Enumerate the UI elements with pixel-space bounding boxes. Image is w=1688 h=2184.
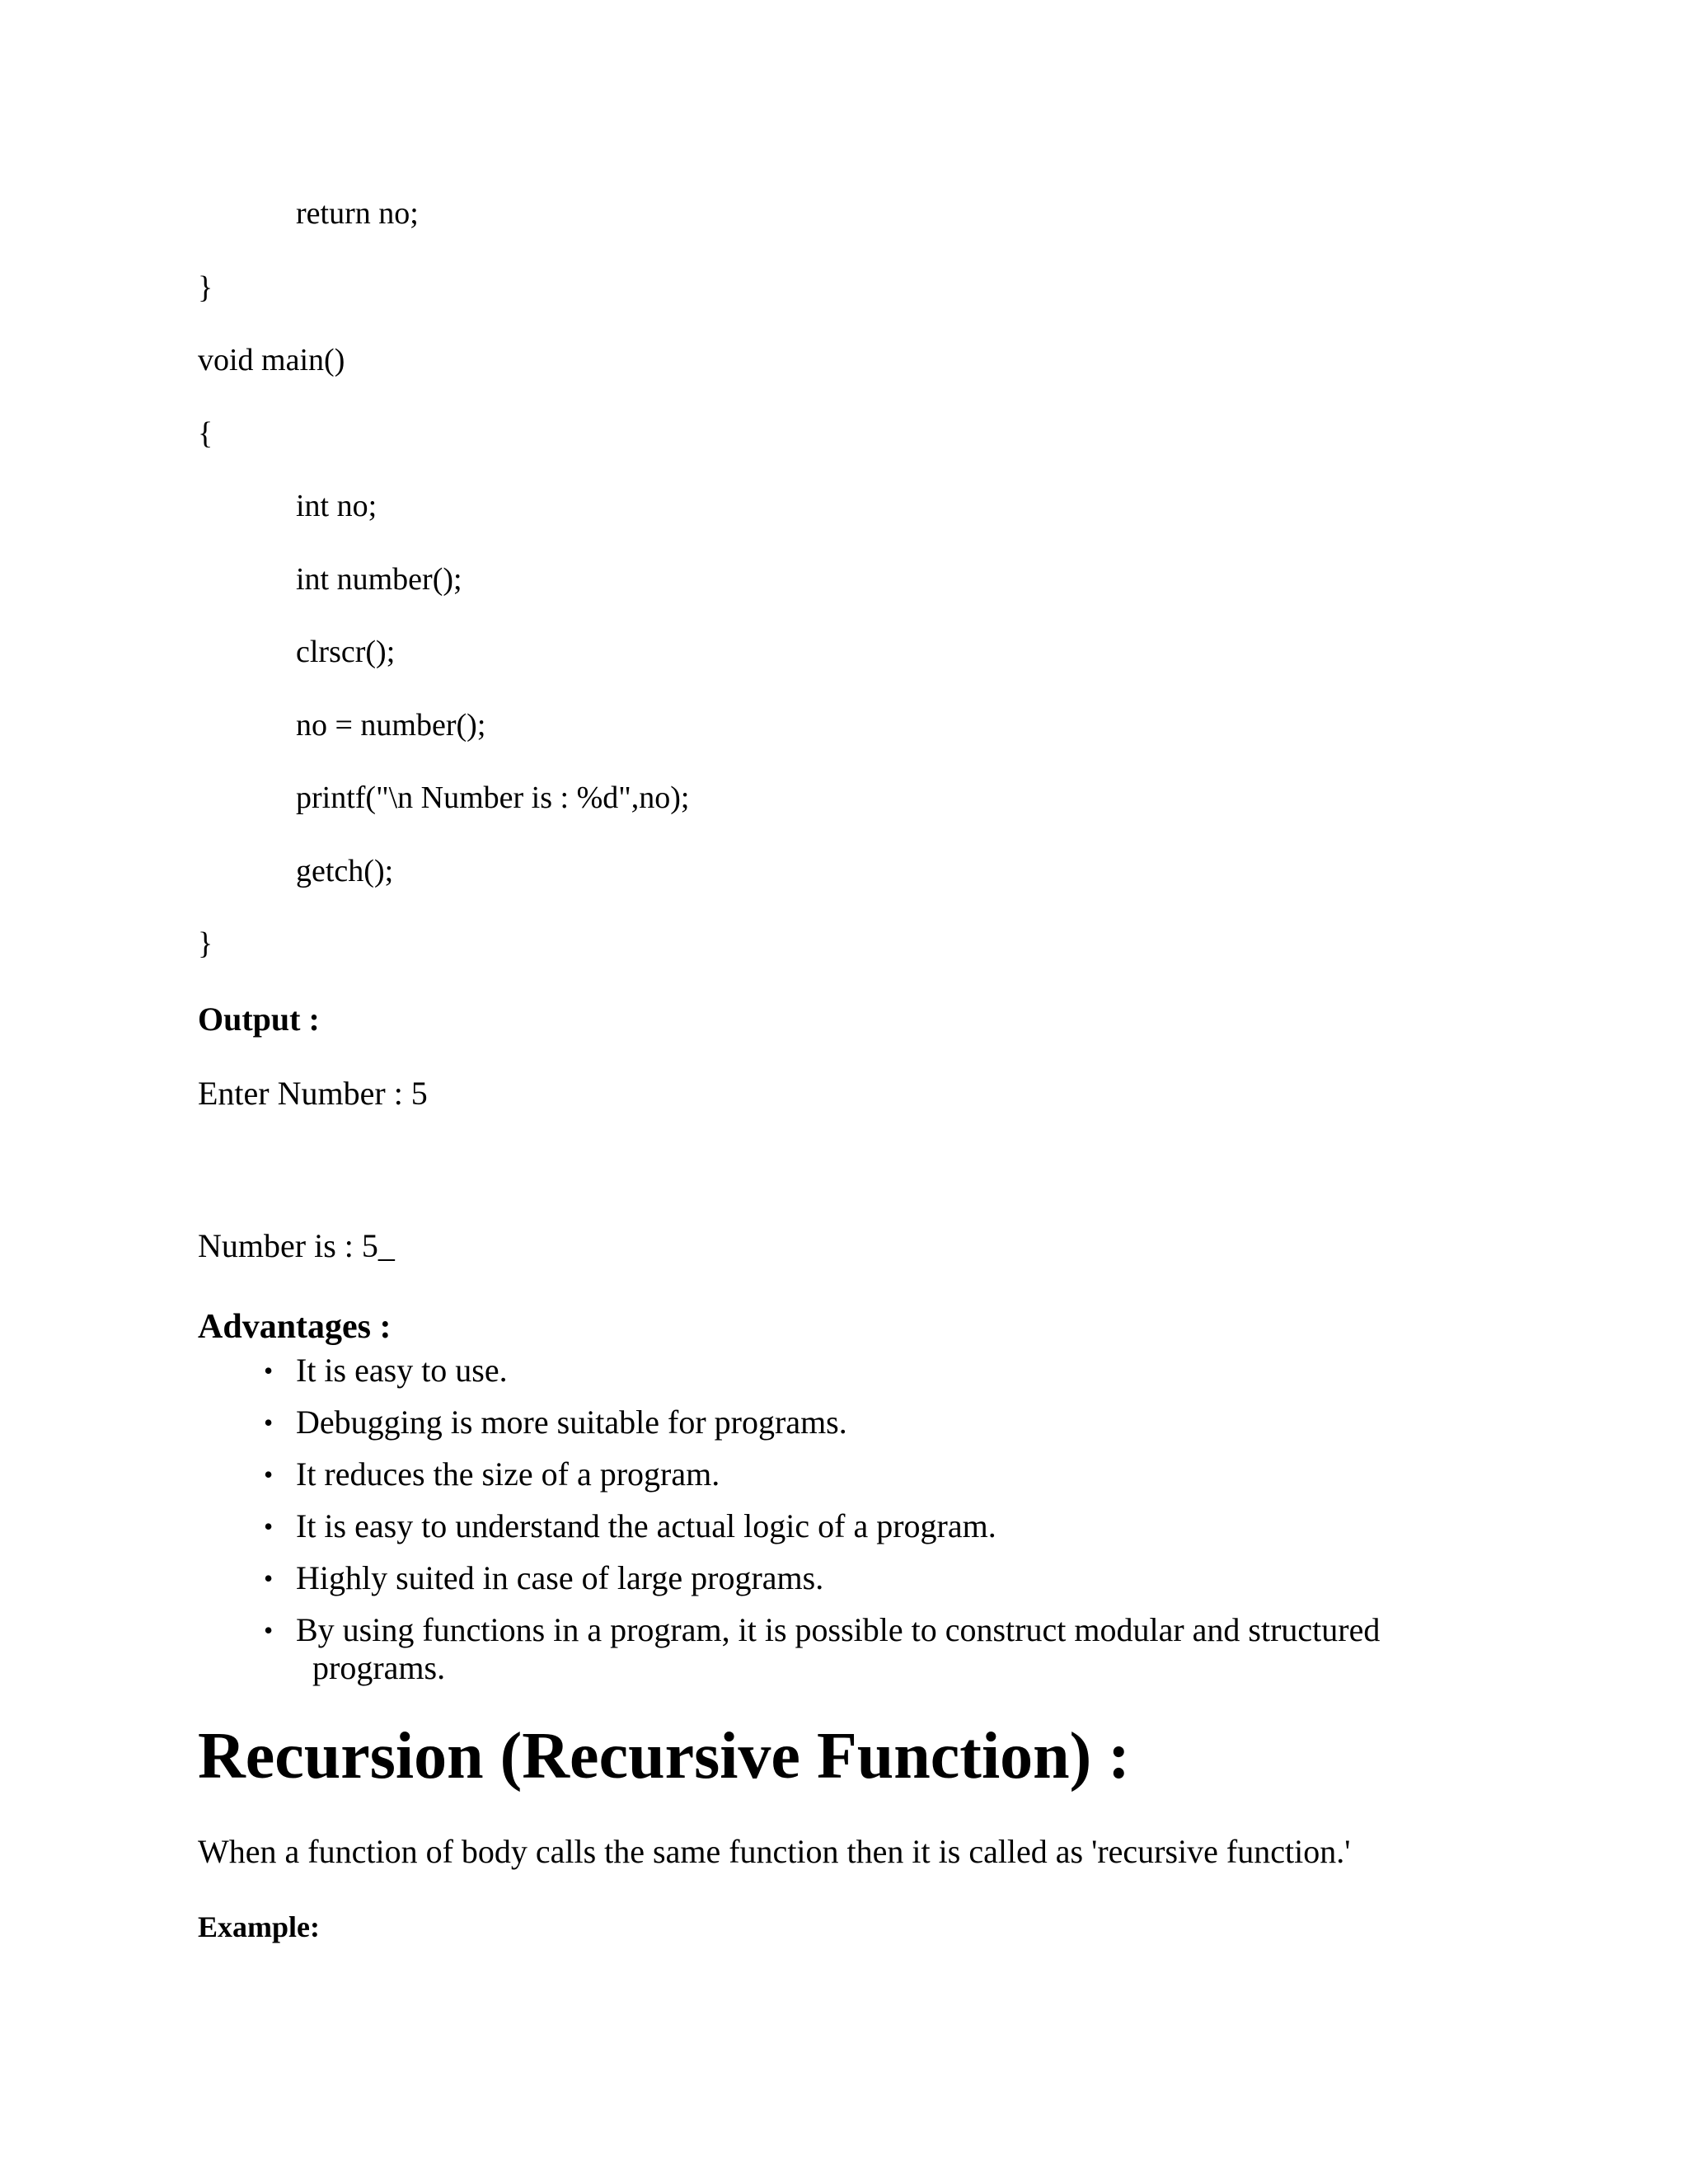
list-item [198,1507,1484,1545]
output-line: Number is : 5_ [198,1227,395,1264]
code-line: printf("\n Number is : %d",no); [296,780,690,815]
code-line: } [198,926,213,961]
output-heading: Output : [198,1001,320,1038]
list-item [198,1352,1484,1390]
output-line: Enter Number : 5 [198,1075,428,1112]
list-item-text: It is easy to understand the actual logic of a program. [296,1507,996,1544]
code-line: void main() [198,343,345,377]
list-item-text: By using functions in a program, it is possible to construct modular and structured [296,1611,1381,1648]
example-label: Example: [198,1910,320,1943]
code-line: { [198,416,213,451]
list-item [198,1404,1484,1441]
list-item-text: It reduces the size of a program. [296,1455,720,1493]
bullet-icon: • [264,1356,274,1385]
code-line: no = number(); [296,708,486,743]
bullet-icon: • [264,1511,274,1541]
list-item [198,1559,1484,1597]
list-item-text: It is easy to use. [296,1352,508,1389]
list-item-text: Highly suited in case of large programs. [296,1559,824,1596]
code-line: int number(); [296,562,462,597]
bullet-icon: • [264,1615,274,1645]
list-item-text: Debugging is more suitable for programs. [296,1404,847,1441]
bullet-icon: • [264,1563,274,1593]
code-line: } [198,270,213,305]
advantages-heading: Advantages : [198,1308,392,1346]
list-item [198,1611,1484,1687]
code-line: return no; [296,196,419,231]
code-line: clrscr(); [296,635,396,669]
bullet-icon: • [264,1408,274,1437]
section-title: Recursion (Recursive Function) : [198,1720,1130,1793]
list-item [198,1455,1484,1493]
bullet-icon: • [264,1460,274,1489]
section-description: When a function of body calls the same function then it is called as 'recursive function.' [198,1833,1351,1870]
code-line: int no; [296,489,377,523]
advantages-list [198,1352,1484,1701]
code-line: getch(); [296,854,394,888]
list-item-continuation: programs. [312,1649,446,1686]
